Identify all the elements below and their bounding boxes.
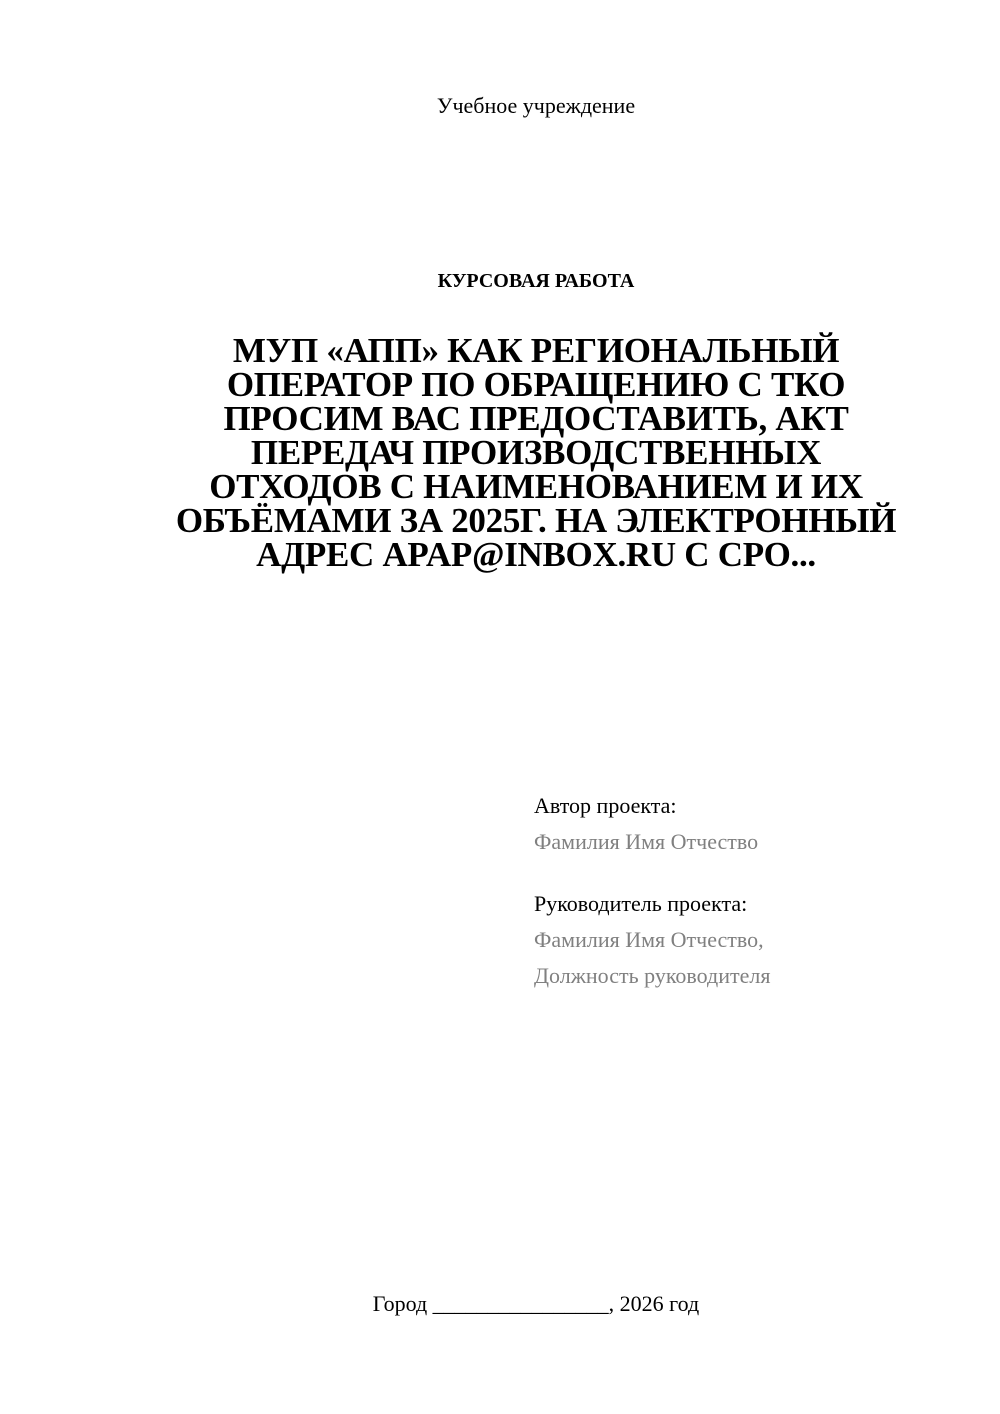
author-label: Автор проекта:	[534, 793, 677, 818]
institution-name: Учебное учреждение	[436, 93, 636, 118]
supervisor-name: Фамилия Имя Отчество,	[534, 927, 764, 952]
project-info	[534, 788, 974, 994]
city-year-line: Город ________________, 2026 год	[372, 1291, 700, 1316]
work-title: МУП «АПП» КАК РЕГИОНАЛЬНЫЙ ОПЕРАТОР ПО ОБРАЩЕНИЮ С ТКО ПРОСИМ ВАС ПРЕДОСТАВИТЬ, АКТ ПЕРЕДАЧ ПРОИЗВОДСТВЕННЫХ ОТХОДОВ С НАИМЕНОВАНИЕМ И ИХ ОБЪЁМАМИ ЗА 2025Г. НА ЭЛЕКТРОННЫЙ АДРЕС APAP@INBOX.RU С СРО...	[175, 331, 897, 574]
supervisor-position: Должность руководителя	[534, 963, 771, 988]
work-type-heading: КУРСОВАЯ РАБОТА	[437, 270, 635, 292]
author-name: Фамилия Имя Отчество	[534, 829, 759, 854]
supervisor-label: Руководитель проекта:	[534, 891, 748, 916]
